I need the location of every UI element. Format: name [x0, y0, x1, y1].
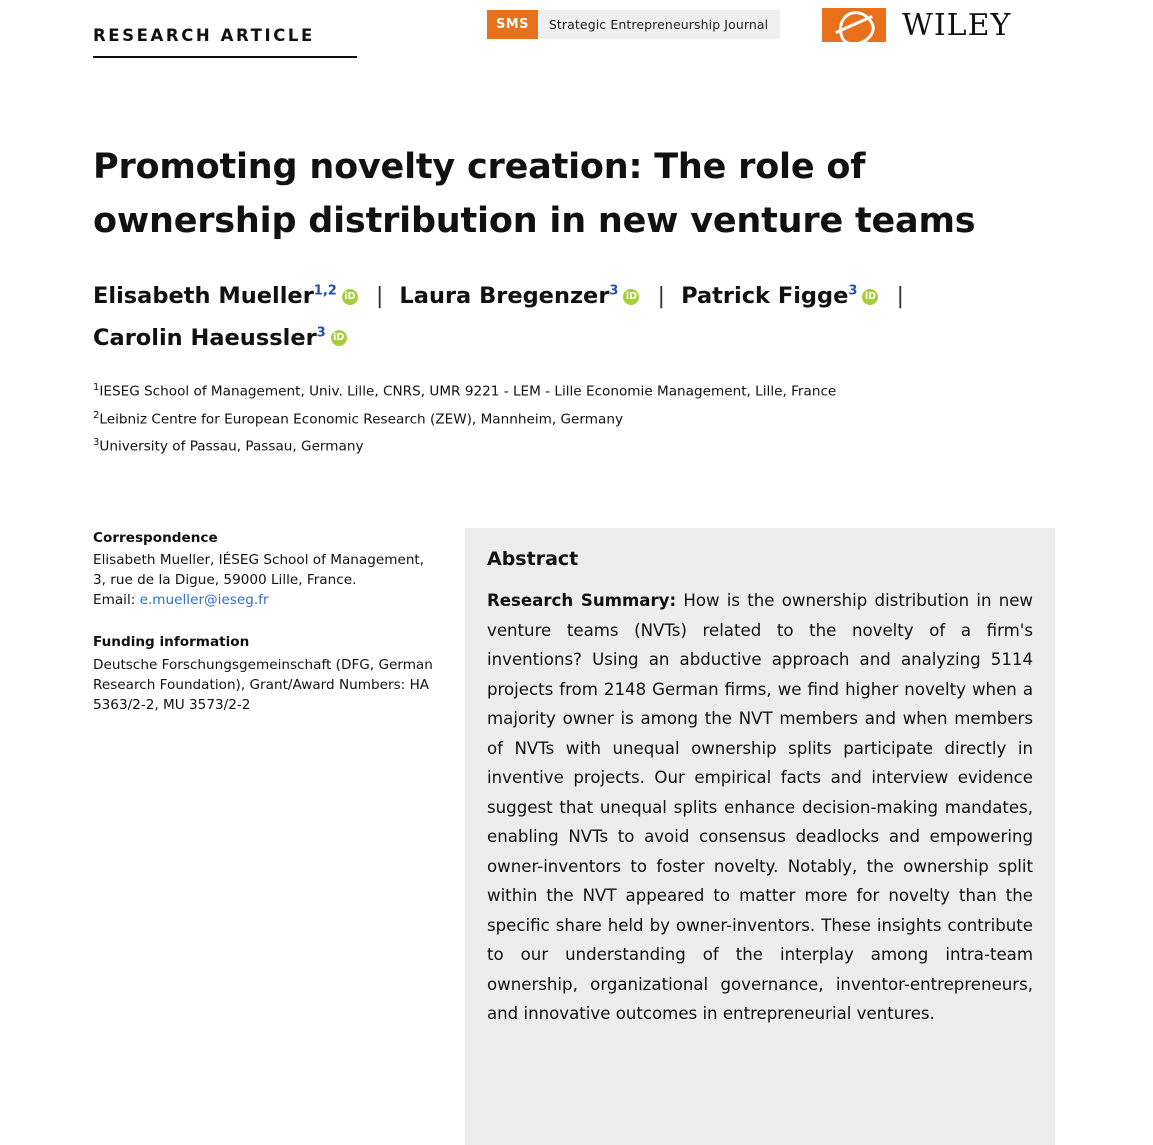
publisher-logo[interactable]	[822, 8, 1011, 42]
author-separator: |	[896, 283, 905, 309]
orcid-icon[interactable]	[331, 330, 347, 346]
abstract-text	[487, 586, 1033, 1029]
affiliation-item	[93, 433, 1068, 461]
abstract-summary-label: Research Summary:	[487, 591, 677, 610]
journal-name-badge: Strategic Entrepreneurship Journal	[538, 10, 780, 39]
author-affiliation-mark: 3	[316, 325, 326, 341]
author-name: Carolin Haeussler	[93, 324, 317, 351]
affiliation-mark: 3	[93, 437, 100, 449]
affiliation-mark: 2	[93, 409, 100, 421]
orcid-icon[interactable]	[862, 289, 878, 305]
abstract-panel	[465, 528, 1055, 1145]
journal-logo[interactable]	[487, 10, 780, 39]
affiliation-item	[93, 406, 1068, 434]
affiliation-text: University of Passau, Passau, Germany	[99, 438, 364, 455]
page-title: Promoting novelty creation: The role of ownership distribution in new venture teams	[93, 147, 976, 241]
author-separator: |	[375, 283, 384, 309]
funding-heading: Funding information	[93, 634, 250, 651]
author-name: Patrick Figge	[681, 283, 849, 309]
correspondence-block	[93, 528, 438, 610]
author-affiliation-mark: 1,2	[313, 283, 337, 299]
author-entry	[93, 325, 349, 351]
abstract-summary-text: How is the ownership distribution in new venture teams (NVTs) related to the novelty of a firm's inventions? Using an abductive approach and analyzing 5114 projects from 2148 German firms, we find higher novelty when a majority owner is among the NVT members and when members of NVTs with unequal ownership splits participate directly in inventive projects. Our empirical facts and interview evidence suggest that unequal splits enhance decision-making mandates, enabling NVTs to avoid consensus deadlocks and empowering owner-inventors to foster novelty. Notably, the ownership split within the NVT appeared to matter more for novelty than the specific share held by owner-inventors. These insights contribute to our understanding of the interplay among intra-team ownership, organizational governance, inventor-entrepreneurs, and innovative outcomes in entrepreneurial ventures.	[487, 591, 1033, 1024]
author-entry	[399, 283, 641, 309]
affiliation-list	[93, 378, 1068, 461]
author-entry	[681, 283, 880, 309]
affiliation-text: Leibniz Centre for European Economic Research (ZEW), Mannheim, Germany	[99, 411, 623, 428]
affiliation-text: IESEG School of Management, Univ. Lille, CNRS, UMR 9221 - LEM - Lille Economie Management, Lille, France	[99, 383, 837, 400]
author-name: Elisabeth Mueller	[93, 283, 314, 309]
orcid-icon[interactable]	[342, 289, 358, 305]
author-list	[93, 276, 1068, 359]
section-label: RESEARCH ARTICLE	[93, 26, 357, 58]
email-link[interactable]: e.mueller@ieseg.fr	[139, 592, 269, 609]
funding-block	[93, 632, 438, 714]
publisher-name: WILEY	[902, 7, 1012, 43]
correspondence-text: Elisabeth Mueller, IÉSEG School of Management, 3, rue de la Digue, 59000 Lille, France.	[93, 552, 425, 589]
author-affiliation-mark: 3	[609, 283, 619, 299]
orcid-icon[interactable]	[623, 289, 639, 305]
funding-text: Deutsche Forschungsgemeinschaft (DFG, German Research Foundation), Grant/Award Numbers: HA 5363/2-2, MU 3573/2-2	[93, 656, 433, 713]
journal-abbr-badge: SMS	[487, 10, 538, 39]
abstract-heading: Abstract	[487, 548, 579, 570]
email-label: Email:	[93, 592, 136, 609]
affiliation-mark: 1	[93, 382, 100, 393]
author-name: Laura Bregenzer	[399, 283, 610, 309]
author-entry	[93, 283, 360, 309]
metadata-column	[93, 528, 438, 737]
page-header	[0, 0, 1153, 80]
correspondence-heading: Correspondence	[93, 530, 218, 546]
wiley-swoosh-icon	[822, 8, 886, 42]
author-separator: |	[657, 283, 666, 309]
affiliation-item	[93, 378, 1068, 406]
correspondence-email-line	[93, 590, 438, 610]
author-affiliation-mark: 3	[848, 283, 858, 299]
